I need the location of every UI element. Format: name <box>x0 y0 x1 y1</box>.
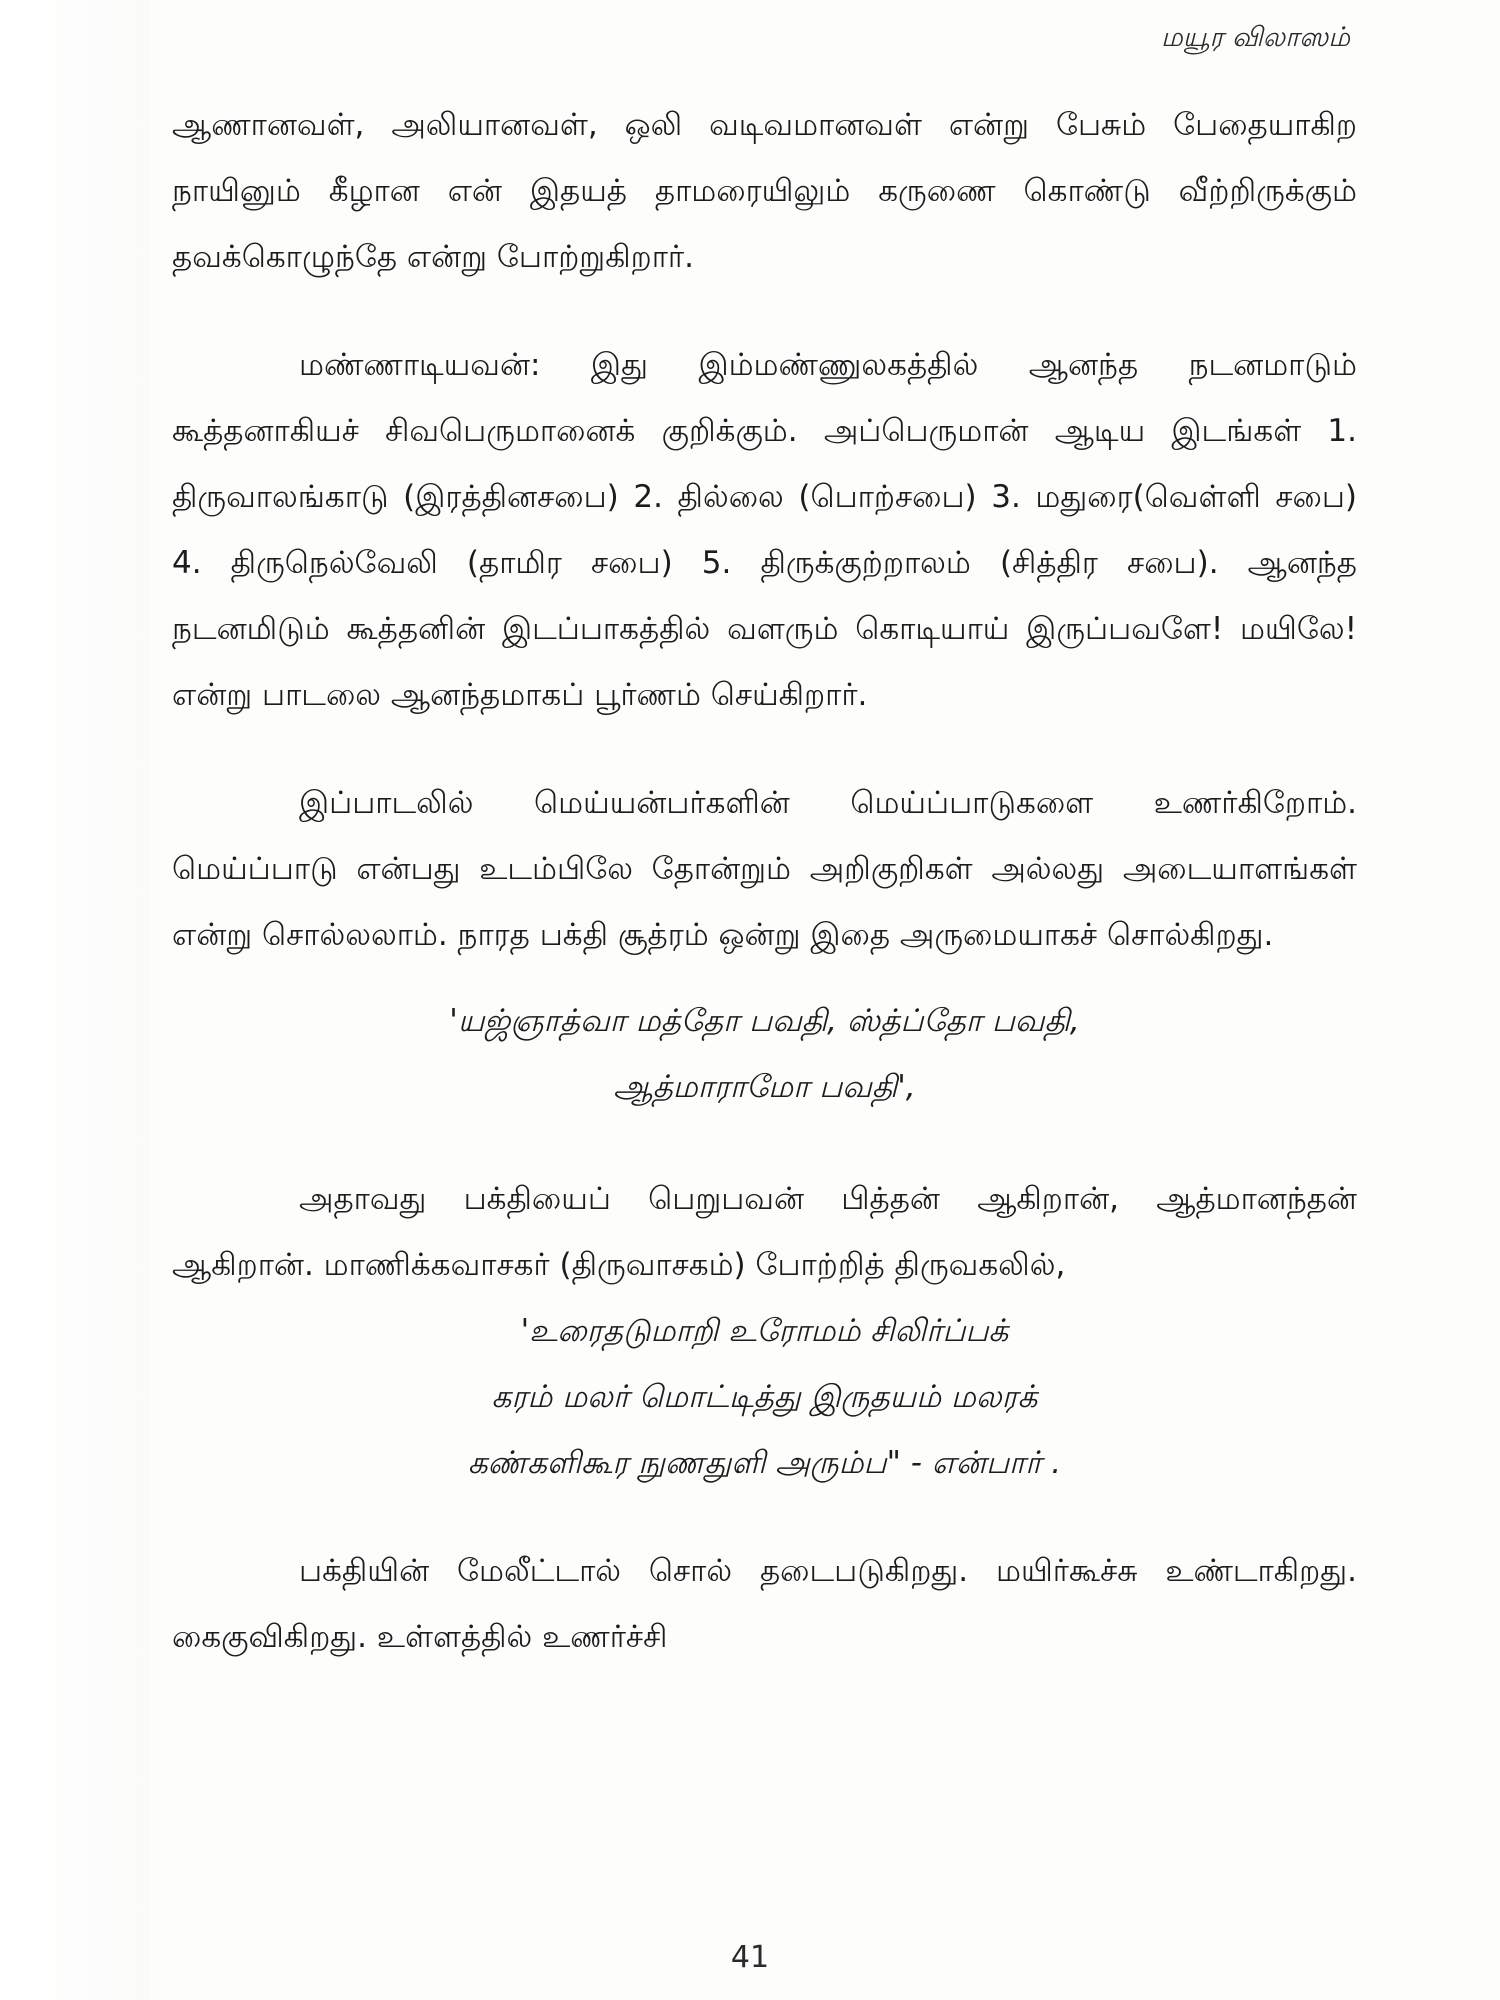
running-header: மயூர விலாஸம் <box>1161 22 1350 53</box>
paragraph: மண்ணாடியவன்: இது இம்மண்ணுலகத்தில் ஆனந்த நடனமாடும் கூத்தனாகியச் சிவபெருமானைக் குறிக்கும். அப்பெருமான் ஆடிய இடங்கள் 1. திருவாலங்காடு (இரத்தினசபை) 2. தில்லை (பொற்சபை) 3. மதுரை(வெள்ளி சபை) 4. திருநெல்வேலி (தாமிர சபை) 5. திருக்குற்றாலம் (சித்திர சபை). ஆனந்த நடனமிடும் கூத்தனின் இடப்பாகத்தில் வளரும் கொடியாய் இருப்பவளே! மயிலே! என்று பாடலை ஆனந்தமாகப் பூர்ணம் செய்கிறார். <box>172 347 1357 713</box>
page-body <box>172 92 1357 1670</box>
verse-line: கரம் மலர் மொட்டித்து இருதயம் மலரக் <box>491 1379 1038 1415</box>
paragraph: பக்தியின் மேலீட்டால் சொல் தடைபடுகிறது. மயிர்கூச்சு உண்டாகிறது. கைகுவிகிறது. உள்ளத்தில் உணர்ச்சி <box>172 1553 1357 1655</box>
page-number: 41 <box>730 1940 770 1975</box>
paragraph: ஆணானவள், அலியானவள், ஒலி வடிவமானவள் என்று பேசும் பேதையாகிற நாயினும் கீழான என் இதயத் தாமரையிலும் கருணை கொண்டு வீற்றிருக்கும் தவக்கொழுந்தே என்று போற்றுகிறார். <box>172 107 1357 275</box>
verse-line: கண்களிகூர நுணதுளி அரும்ப" - என்பார் . <box>467 1445 1062 1481</box>
verse-line: 'யஜ்ஞாத்வா மத்தோ பவதி, ஸ்த்ப்தோ பவதி, <box>449 1003 1080 1039</box>
paragraph: இப்பாடலில் மெய்யன்பர்களின் மெய்ப்பாடுகளை உணர்கிறோம். மெய்ப்பாடு என்பது உடம்பிலே தோன்றும் அறிகுறிகள் அல்லது அடையாளங்கள் என்று சொல்லலாம். நாரத பக்தி சூத்ரம் ஒன்று இதை அருமையாகச் சொல்கிறது. <box>172 785 1357 953</box>
thiruvasagam-verse-quote <box>172 1298 1357 1496</box>
verse-line: ஆத்மாராமோ பவதி', <box>613 1069 916 1105</box>
sanskrit-verse-quote <box>172 988 1357 1120</box>
paragraph: அதாவது பக்தியைப் பெறுபவன் பித்தன் ஆகிறான், ஆத்மானந்தன் ஆகிறான். மாணிக்கவாசகர் (திருவாசகம்) போற்றித் திருவகலில், <box>172 1181 1357 1283</box>
verse-line: 'உரைதடுமாறி உரோமம் சிலிர்ப்பக் <box>520 1313 1009 1349</box>
